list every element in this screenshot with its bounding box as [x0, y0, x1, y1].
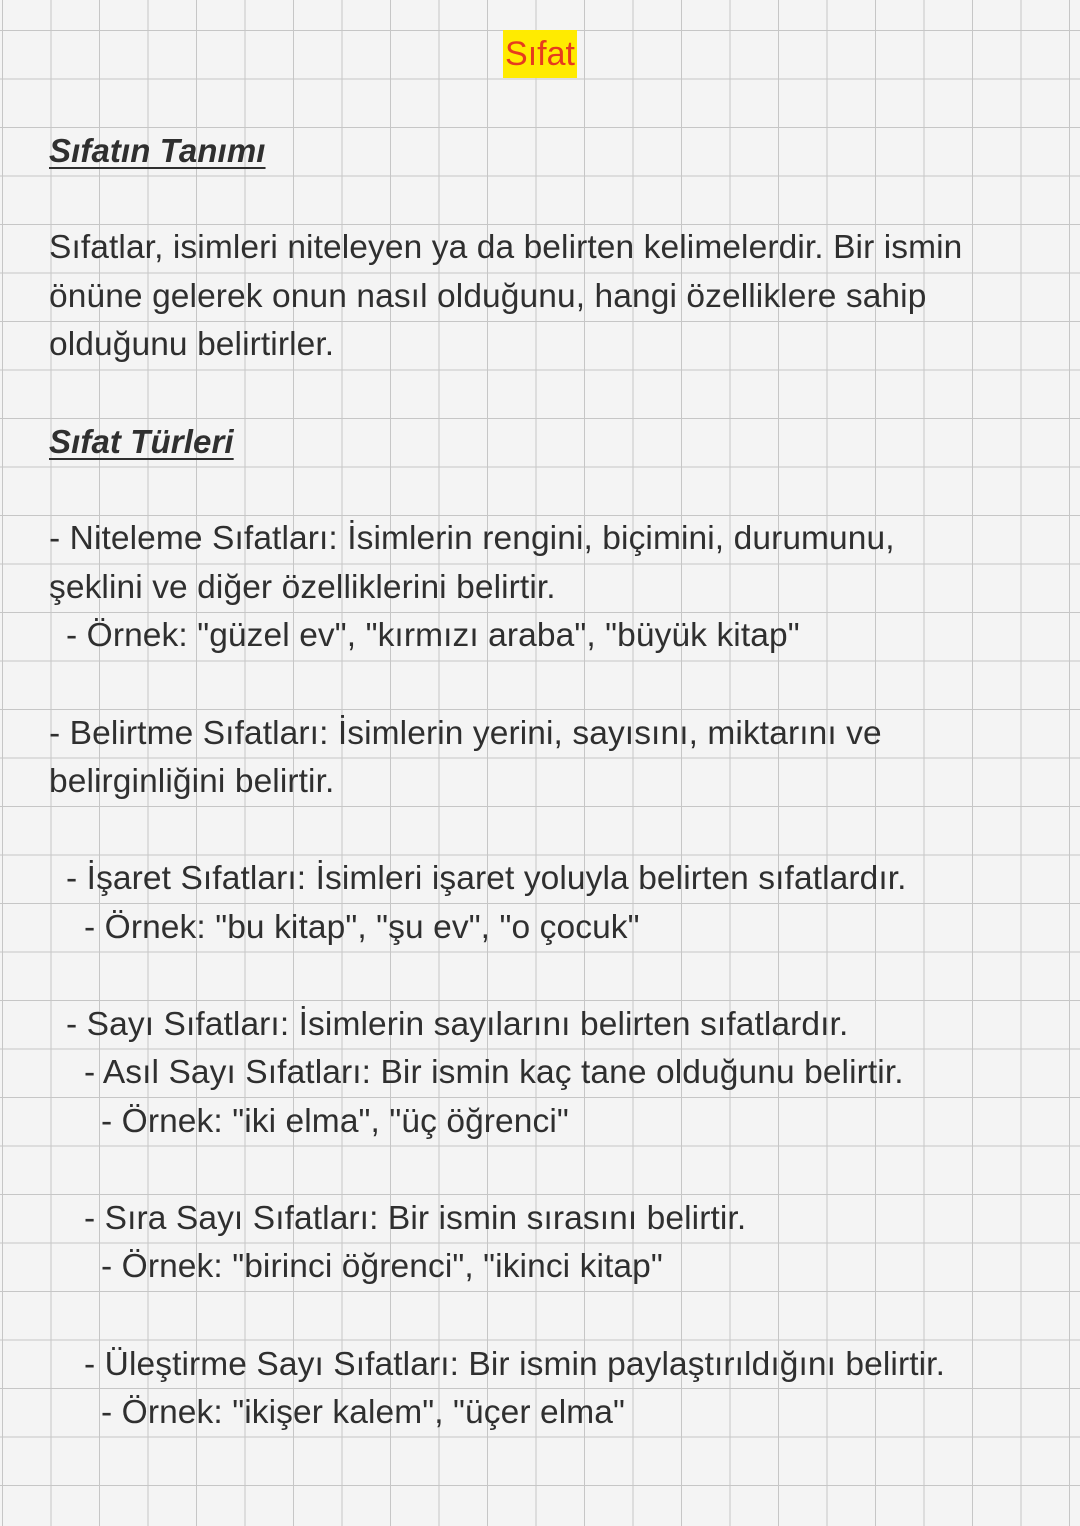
title-highlight: Sıfat: [503, 30, 577, 78]
niteleme-line-1: - Niteleme Sıfatları: İsimlerin rengini, biçimini, durumunu,: [49, 520, 895, 557]
definition-line-2: önüne gelerek onun nasıl olduğunu, hangi özelliklere sahip: [49, 278, 927, 315]
niteleme-example: - Örnek: "güzel ev", "kırmızı araba", "büyük kitap": [66, 617, 800, 654]
belirtme-line-1: - Belirtme Sıfatları: İsimlerin yerini, sayısını, miktarını ve: [49, 715, 882, 752]
asil-sayi-line: - Asıl Sayı Sıfatları: Bir ismin kaç tane olduğunu belirtir.: [84, 1054, 904, 1091]
uleştirme-sayi-example: - Örnek: "ikişer kalem", "üçer elma": [101, 1394, 626, 1431]
niteleme-line-2: şeklini ve diğer özelliklerini belirtir.: [49, 569, 556, 606]
sira-sayi-example: - Örnek: "birinci öğrenci", "ikinci kitap": [101, 1248, 663, 1285]
sayi-line: - Sayı Sıfatları: İsimlerin sayılarını belirten sıfatlardır.: [66, 1006, 849, 1043]
isaret-line: - İşaret Sıfatları: İsimleri işaret yoluyla belirten sıfatlardır.: [66, 860, 907, 897]
sira-sayi-line: - Sıra Sayı Sıfatları: Bir ismin sırasını belirtir.: [84, 1200, 747, 1237]
isaret-example: - Örnek: "bu kitap", "şu ev", "o çocuk": [84, 909, 640, 946]
definition-line-1: Sıfatlar, isimleri niteleyen ya da belirten kelimelerdir. Bir ismin: [49, 229, 963, 266]
belirtme-line-2: belirginliğini belirtir.: [49, 763, 335, 800]
definition-line-3: olduğunu belirtirler.: [49, 326, 335, 363]
page-title: [0, 30, 1080, 78]
asil-sayi-example: - Örnek: "iki elma", "üç öğrenci": [101, 1103, 569, 1140]
heading-definition: Sıfatın Tanımı: [49, 132, 266, 169]
uleştirme-sayi-line: - Üleştirme Sayı Sıfatları: Bir ismin paylaştırıldığını belirtir.: [84, 1346, 945, 1383]
heading-types: Sıfat Türleri: [49, 423, 234, 460]
